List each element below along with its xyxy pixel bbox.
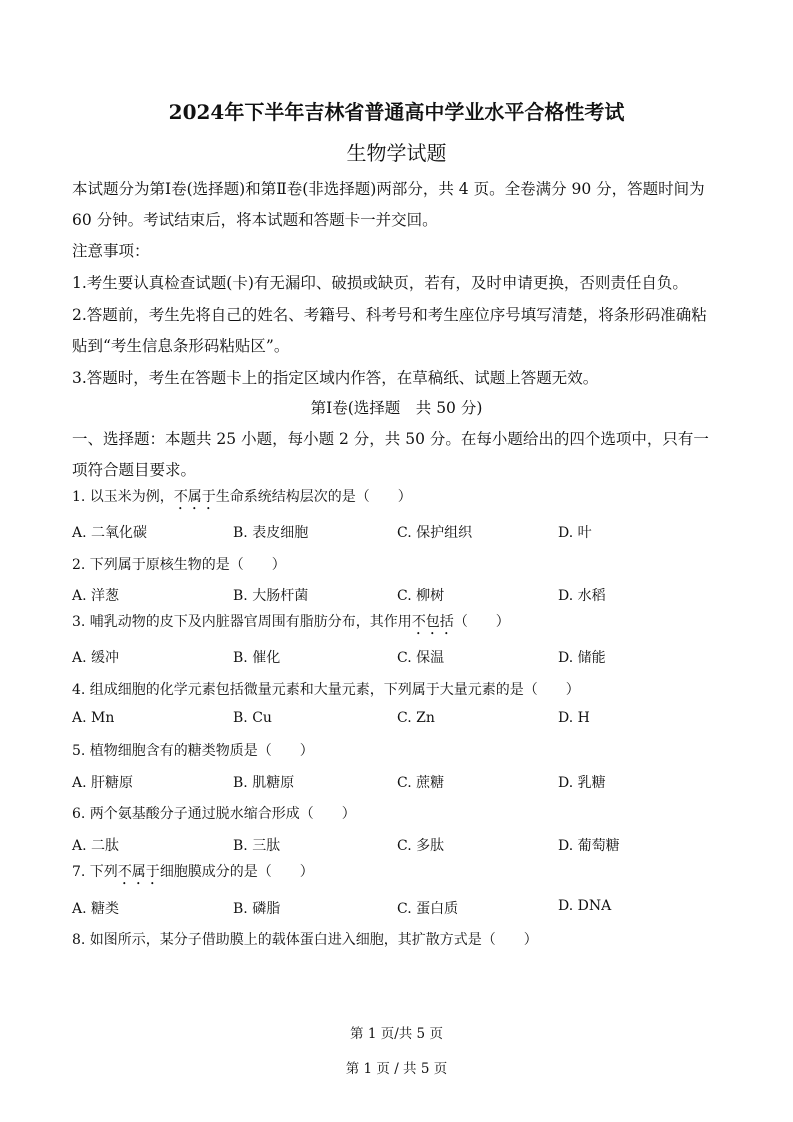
option-b: B. 大肠杆菌: [233, 588, 309, 604]
question-4: 4. 组成细胞的化学元素包括微量元素和大量元素，下列属于大量元素的是（ ）: [72, 682, 580, 698]
option-d: D. 储能: [558, 650, 606, 666]
option-b: B. 三肽: [233, 838, 281, 854]
question-text: （ ）: [453, 614, 510, 630]
option-c: C. 保温: [397, 650, 445, 666]
question-7: [72, 861, 314, 888]
question-text: 7. 下列: [72, 864, 118, 880]
question-6: 6. 两个氨基酸分子通过脱水缩合形成（ ）: [72, 806, 356, 822]
question-3: [72, 611, 510, 638]
option-d: D. 葡萄糖: [558, 838, 620, 854]
option-c: C. 蛋白质: [397, 901, 459, 917]
option-a: A. Mn: [72, 710, 115, 726]
page-number-inner: 第 1 页/共 5 页: [350, 1026, 443, 1042]
option-d: D. DNA: [558, 898, 612, 914]
option-b: B. 表皮细胞: [233, 525, 309, 541]
section-title: 第Ⅰ卷(选择题 共 50 分): [310, 399, 483, 417]
section-desc-2: 项符合题目要求。: [72, 461, 197, 479]
option-a: A. 肝糖原: [72, 775, 134, 791]
option-b: B. 磷脂: [233, 901, 281, 917]
option-c: C. 柳树: [397, 588, 445, 604]
option-d: D. 叶: [558, 525, 592, 541]
option-c: C. 多肽: [397, 838, 445, 854]
question-1: [72, 486, 412, 513]
exam-subject: 生物学试题: [346, 141, 447, 165]
option-c: C. 蔗糖: [397, 775, 445, 791]
emphasis-text: 不属于: [173, 489, 216, 505]
section-desc-1: 一、选择题：本题共 25 小题，每小题 2 分，共 50 分。在每小题给出的四个选项中，只有一: [72, 430, 709, 448]
page-number-outer: 第 1 页 / 共 5 页: [345, 1061, 448, 1077]
option-a: A. 二肽: [72, 838, 120, 854]
emphasis-text: 不包括: [411, 614, 454, 630]
notice-3: 3.答题时，考生在答题卡上的指定区域内作答，在草稿纸、试题上答题无效。: [72, 369, 599, 387]
intro-line-1: 本试题分为第Ⅰ卷(选择题)和第Ⅱ卷(非选择题)两部分，共 4 页。全卷满分 90 分，答题时间为: [72, 180, 705, 198]
option-d: D. H: [558, 710, 590, 726]
option-a: A. 洋葱: [72, 588, 120, 604]
question-text: 3. 哺乳动物的皮下及内脏器官周围有脂肪分布，其作用: [72, 614, 412, 630]
intro-line-2: 60 分钟。考试结束后，将本试题和答题卡一并交回。: [72, 211, 438, 229]
notice-2a: 2.答题前，考生先将自己的姓名、考籍号、科考号和考生座位序号填写清楚，将条形码准确粘: [72, 306, 707, 324]
option-a: A. 糖类: [72, 901, 120, 917]
question-8: 8. 如图所示，某分子借助膜上的载体蛋白进入细胞，其扩散方式是（ ）: [72, 932, 538, 948]
question-text: 生命系统结构层次的是（ ）: [215, 489, 412, 505]
option-c: C. 保护组织: [397, 525, 473, 541]
notice-title: 注意事项：: [72, 242, 150, 260]
option-d: D. 乳糖: [558, 775, 606, 791]
option-a: A. 二氧化碳: [72, 525, 148, 541]
notice-2b: 贴到“考生信息条形码粘贴区”。: [72, 337, 290, 355]
exam-title: 2024年下半年吉林省普通高中学业水平合格性考试: [168, 100, 625, 124]
question-5: 5. 植物细胞含有的糖类物质是（ ）: [72, 743, 314, 759]
question-text: 细胞膜成分的是（ ）: [159, 864, 314, 880]
option-b: B. 催化: [233, 650, 281, 666]
option-a: A. 缓冲: [72, 650, 120, 666]
option-b: B. Cu: [233, 710, 272, 726]
question-text: 1. 以玉米为例，: [72, 489, 174, 505]
option-d: D. 水稻: [558, 588, 606, 604]
question-2: 2. 下列属于原核生物的是（ ）: [72, 557, 286, 573]
option-c: C. Zn: [397, 710, 435, 726]
emphasis-text: 不属于: [117, 864, 160, 880]
option-b: B. 肌糖原: [233, 775, 295, 791]
notice-1: 1.考生要认真检查试题(卡)有无漏印、破损或缺页，若有，及时申请更换，否则责任自负。: [72, 274, 688, 292]
